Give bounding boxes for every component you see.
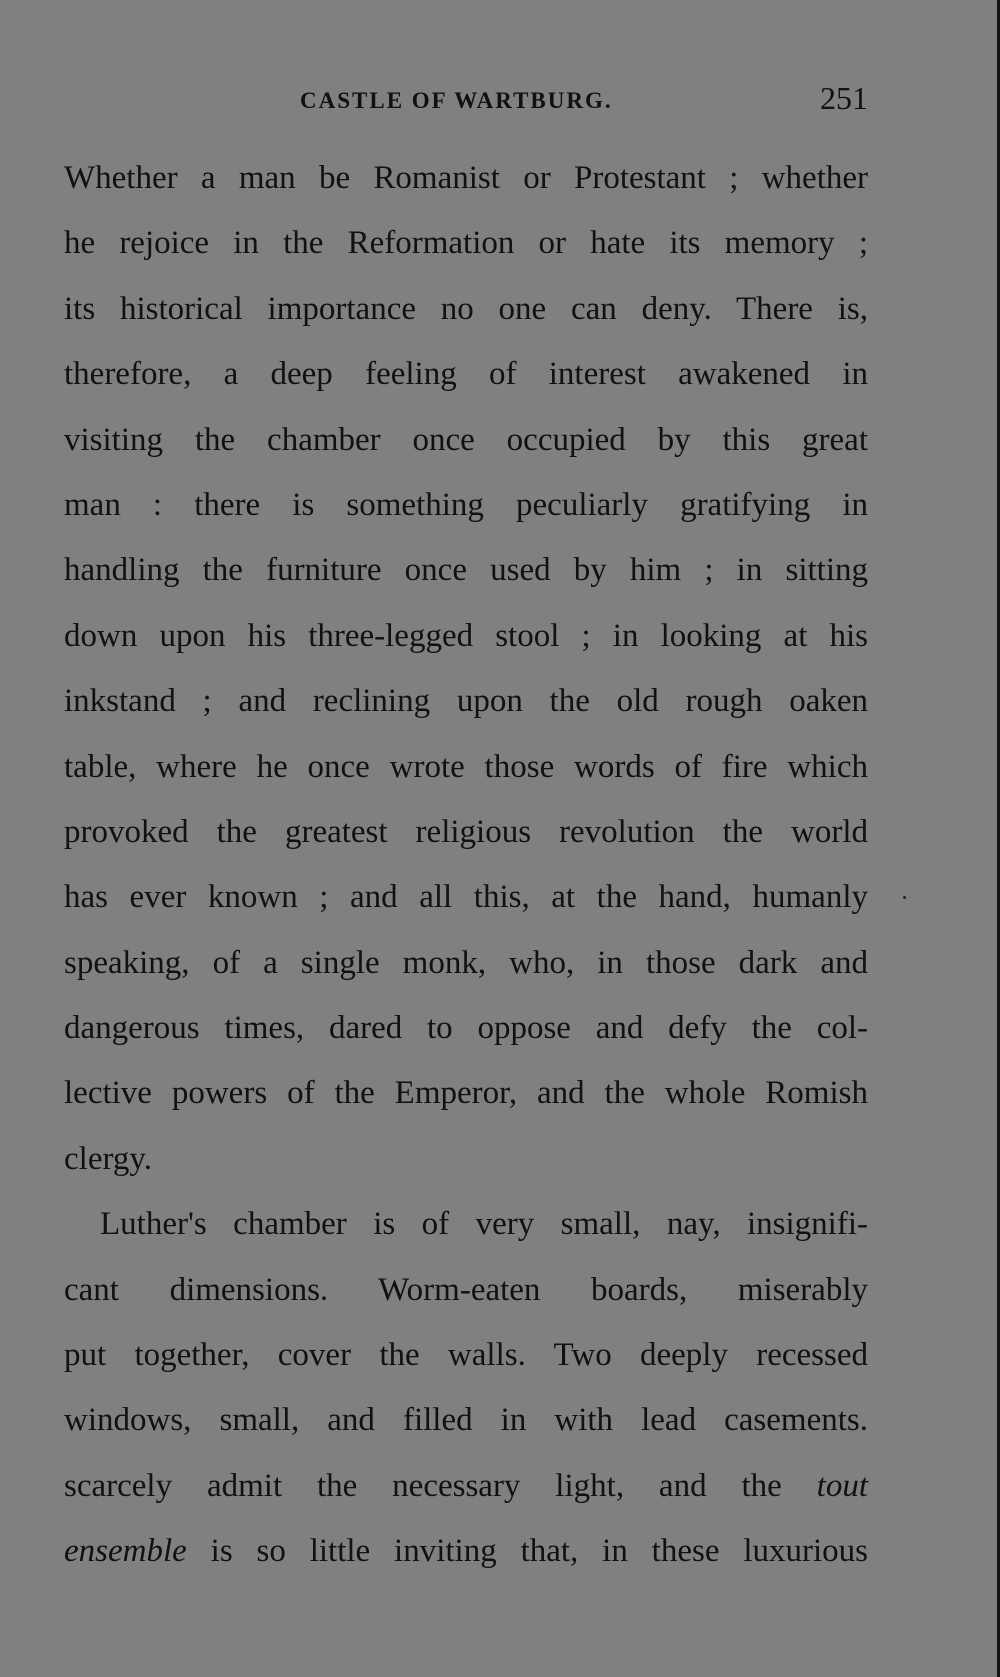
text-line-6: man : there is something peculiarly gratifying in: [64, 486, 868, 523]
body-text: [64, 146, 868, 1585]
text-line-16: clergy.: [64, 1140, 152, 1177]
text-line-19: put together, cover the walls. Two deeply recessed: [64, 1337, 868, 1374]
running-head: [64, 78, 868, 122]
text-line-20: windows, small, and filled in with lead casements.: [64, 1402, 868, 1439]
text-line-9: inkstand ; and reclining upon the old rough oaken: [64, 683, 868, 720]
text-line-4: therefore, a deep feeling of interest awakened in: [64, 356, 868, 393]
text-line-3: its historical importance no one can deny. There is,: [64, 290, 868, 327]
text-line-13: speaking, of a single monk, who, in those dark and: [64, 944, 868, 981]
text-line-21: [64, 1454, 868, 1519]
text-line-22-main: is so little inviting that, in these luxurious: [210, 1533, 868, 1570]
text-line-18: cant dimensions. Worm-eaten boards, miserably: [64, 1271, 868, 1308]
text-line-21-main: scarcely admit the necessary light, and the: [64, 1467, 782, 1504]
page-number: 251: [820, 80, 868, 116]
text-line-8: down upon his three-legged stool ; in looking at his: [64, 617, 868, 654]
text-line-7: handling the furniture once used by him ; in sitting: [64, 552, 868, 589]
italic-ensemble: ensemble: [64, 1533, 187, 1570]
text-line-11: provoked the greatest religious revolution the world: [64, 813, 868, 850]
text-line-5: visiting the chamber once occupied by this great: [64, 421, 868, 458]
text-line-12: has ever known ; and all this, at the hand, humanly: [64, 879, 868, 916]
text-line-17: Luther's chamber is of very small, nay, insignifi-: [100, 1206, 868, 1243]
text-line-22: [64, 1519, 868, 1584]
text-line-1: Whether a man be Romanist or Protestant ; whether: [64, 160, 868, 196]
running-head-title: CASTLE OF WARTBURG.: [300, 88, 613, 113]
scan-speck: [903, 896, 906, 899]
text-line-14: dangerous times, dared to oppose and defy the col-: [64, 1010, 868, 1047]
text-line-2: he rejoice in the Reformation or hate its memory ;: [64, 225, 868, 262]
italic-tout: tout: [816, 1467, 868, 1504]
text-line-15: lective powers of the Emperor, and the whole Romish: [64, 1075, 868, 1112]
text-line-10: table, where he once wrote those words of fire which: [64, 748, 868, 785]
